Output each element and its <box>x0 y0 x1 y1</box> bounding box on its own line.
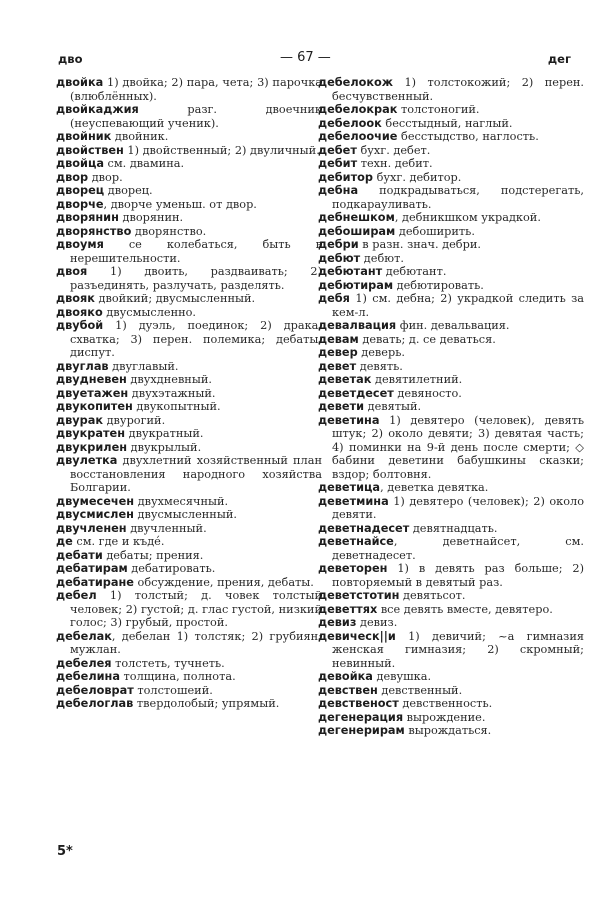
entry-translation: дворец. <box>104 184 153 197</box>
entry-translation: см. двамина. <box>103 157 185 170</box>
entry-translation: бесстыдство, наглость. <box>397 130 539 143</box>
entry-translation: се колебаться, быть в нерешительности. <box>70 238 322 265</box>
entry-headword: деветица <box>318 481 381 494</box>
entry-translation: двухдневный. <box>126 373 212 386</box>
entry-headword: деветстотин <box>318 589 400 602</box>
entry-translation: дворянин. <box>118 211 184 224</box>
dictionary-entry <box>318 589 584 603</box>
entry-headword: деветнадесет <box>318 521 410 535</box>
entry-translation: двукратный. <box>125 427 204 440</box>
entry-headword: девет <box>318 359 357 373</box>
dictionary-entry <box>56 454 322 495</box>
dictionary-entry <box>56 184 322 198</box>
entry-headword: девствен <box>318 683 378 697</box>
entry-translation: фин. девальвация. <box>396 319 510 332</box>
dictionary-entry <box>56 562 322 576</box>
entry-headword: дебелокрак <box>318 103 398 116</box>
running-head-left: дво <box>58 52 83 66</box>
entry-translation: бухг. дебитор. <box>372 170 462 184</box>
entry-headword: двойствен <box>56 143 124 157</box>
entry-headword: дегенерирам <box>318 724 405 737</box>
entry-translation: двукопытный. <box>132 400 221 413</box>
dictionary-entry <box>56 657 322 671</box>
entry-translation: девятый. <box>364 400 422 413</box>
entry-headword: девическ||и <box>318 629 396 643</box>
dictionary-entry <box>318 292 584 319</box>
dictionary-entry <box>56 225 322 239</box>
entry-translation: вырождение. <box>403 710 486 724</box>
entry-headword: дворче <box>56 197 104 211</box>
dictionary-entry <box>56 171 322 185</box>
entry-translation: 1) девятеро (человек), девять штук; 2) около девяти; 3) девятая часть; 4) поминки на 9-й день после смерти; ◇ бабини деветини бабушкины сказки; вздор; болтовня. <box>332 413 584 481</box>
dictionary-entry <box>56 670 322 684</box>
entry-headword: девственост <box>318 697 399 710</box>
dictionary-entry <box>318 184 584 211</box>
entry-headword: дебелак <box>56 629 112 643</box>
entry-headword: девойка <box>318 670 373 683</box>
entry-headword: дебютирам <box>318 278 394 292</box>
entry-translation: девяносто. <box>393 386 462 400</box>
dictionary-entry <box>318 495 584 522</box>
entry-headword: двукопитен <box>56 400 133 413</box>
entry-headword: двойкаджия <box>56 103 139 116</box>
entry-translation: двухлетний хозяйственный план восстановления народного хозяйства Болгарии. <box>70 454 322 494</box>
dictionary-entry <box>56 373 322 387</box>
dictionary-entry <box>318 225 584 239</box>
entry-translation: 1) двоить, раздваивать; 2) разъединять, разлучать, разделять. <box>70 265 322 292</box>
entry-translation: девушка. <box>372 670 432 683</box>
dictionary-entry <box>318 157 584 171</box>
entry-headword: девам <box>318 332 359 346</box>
entry-translation: девственный. <box>377 683 463 697</box>
entry-headword: деветдесет <box>318 386 394 400</box>
entry-translation: 1) см. дебна; 2) украдкой следить за кем-л. <box>332 292 584 319</box>
dictionary-entry <box>318 616 584 630</box>
entry-headword: девер <box>318 346 358 359</box>
dictionary-entry <box>56 144 322 158</box>
entry-headword: двукратен <box>56 427 126 440</box>
entry-translation: двусмысленно. <box>102 305 197 319</box>
entry-headword: дебелина <box>56 670 120 683</box>
entry-headword: двуглав <box>56 359 109 373</box>
entry-translation: дебатировать. <box>127 562 216 575</box>
entry-headword: дебитор <box>318 170 373 184</box>
entry-headword: дебна <box>318 184 359 197</box>
entry-translation: дебютант. <box>382 265 447 278</box>
dictionary-entry <box>56 508 322 522</box>
entry-headword: дебелокож <box>318 76 394 89</box>
entry-translation: девятнадцать. <box>409 521 498 535</box>
entry-translation: двусмысленный. <box>133 508 237 521</box>
entry-headword: деветтях <box>318 602 378 616</box>
entry-headword: дебелоочие <box>318 130 398 143</box>
entry-headword: дебют <box>318 251 361 265</box>
entry-translation: 1) девичий; ~а гимназия женская гимназия; 2) скромный; невинный. <box>332 629 584 670</box>
entry-headword: дебри <box>318 238 359 251</box>
dictionary-entry <box>56 576 322 590</box>
entry-translation: девятьсот. <box>399 589 466 602</box>
entry-translation: девятилетний. <box>371 373 463 386</box>
entry-translation: толщина, полнота. <box>119 670 236 683</box>
dictionary-entry <box>56 414 322 428</box>
dictionary-entry <box>318 670 584 684</box>
entry-headword: девалвация <box>318 319 397 332</box>
entry-translation: , дебелан 1) толстяк; 2) грубиян; мужлан. <box>70 629 322 656</box>
entry-translation: все девять вместе, девятеро. <box>377 602 553 616</box>
entry-headword: дегенерация <box>318 710 404 724</box>
entry-headword: дворянин <box>56 211 119 224</box>
entry-headword: деветорен <box>318 562 388 575</box>
dictionary-entry <box>318 360 584 374</box>
entry-headword: двоумя <box>56 238 104 251</box>
dictionary-entry <box>56 535 322 549</box>
dictionary-entry <box>56 427 322 441</box>
entry-translation: двурогий. <box>103 413 166 427</box>
dictionary-entry <box>318 130 584 144</box>
entry-headword: де <box>56 535 73 548</box>
entry-headword: дебел <box>56 589 97 602</box>
entry-translation: , дворче уменьш. от двор. <box>103 197 257 211</box>
dictionary-entry <box>318 630 584 671</box>
entry-translation: бесстыдный, наглый. <box>381 116 513 130</box>
dictionary-entry <box>318 265 584 279</box>
dictionary-entry <box>56 130 322 144</box>
entry-translation: 1) толстокожий; 2) перен. бесчувственный. <box>332 76 584 103</box>
entry-headword: девиз <box>318 616 357 629</box>
dictionary-entry <box>318 373 584 387</box>
dictionary-entry <box>318 400 584 414</box>
entry-translation: , дебникшком украдкой. <box>394 211 541 224</box>
dictionary-entry <box>318 535 584 562</box>
dictionary-entry <box>318 724 584 738</box>
dictionary-entry <box>56 292 322 306</box>
dictionary-entry <box>56 387 322 401</box>
dictionary-entry <box>56 76 322 103</box>
dictionary-entry <box>318 238 584 252</box>
entry-headword: дворянство <box>56 224 132 238</box>
entry-headword: дебелея <box>56 656 112 670</box>
dictionary-entry <box>318 252 584 266</box>
dictionary-entry <box>56 697 322 711</box>
entry-translation: девственность. <box>398 697 493 710</box>
dictionary-entry <box>56 441 322 455</box>
entry-translation: дворянство. <box>131 224 207 238</box>
dictionary-entry <box>318 684 584 698</box>
dictionary-entry <box>318 171 584 185</box>
entry-headword: двурак <box>56 413 104 427</box>
entry-translation: разг. двоечник (неуспевающий ученик). <box>70 103 322 130</box>
entry-translation: двойкий; двусмысленный. <box>94 292 256 305</box>
entry-translation: девять. <box>356 359 403 373</box>
dictionary-entry <box>318 414 584 482</box>
entry-headword: дебатиране <box>56 575 134 589</box>
entry-translation: см. где и къдé. <box>72 535 165 548</box>
entry-translation: толстошеий. <box>133 683 213 697</box>
entry-translation: 1) толстый; д. човек толстый человек; 2) густой; д. глас густой, низкий голос; 3) грубый, простой. <box>70 589 322 629</box>
left-column <box>56 76 322 711</box>
entry-headword: двулетка <box>56 454 118 467</box>
entry-translation: двукрылый. <box>127 440 202 454</box>
dictionary-entry <box>318 76 584 103</box>
entry-translation: , деветка девятка. <box>380 481 489 494</box>
entry-translation: 1) девятеро (человек); 2) около девяти. <box>332 494 584 521</box>
dictionary-entry <box>56 549 322 563</box>
dictionary-entry <box>318 279 584 293</box>
entry-headword: двойка <box>56 76 104 89</box>
entry-headword: двояко <box>56 305 103 319</box>
entry-headword: дебнешком <box>318 211 395 224</box>
dictionary-entry <box>56 589 322 630</box>
entry-headword: дебет <box>318 143 357 157</box>
entry-translation: 1) двойка; 2) пара, чета; 3) парочка (влюблённых). <box>70 76 322 103</box>
entry-translation: 1) дуэль, поединок; 2) драка, схватка; 3) перен. полемика; дебаты, диспут. <box>70 319 322 359</box>
dictionary-entry <box>56 400 322 414</box>
entry-headword: дебеловрат <box>56 683 134 697</box>
dictionary-entry <box>56 522 322 536</box>
entry-translation: двухмесячный. <box>134 494 229 508</box>
dictionary-entry <box>56 306 322 320</box>
dictionary-entry <box>56 198 322 212</box>
entry-translation: 1) двойственный; 2) двуличный. <box>123 143 320 157</box>
dictionary-entry <box>318 117 584 131</box>
right-column <box>318 76 584 738</box>
entry-headword: дебютант <box>318 265 383 278</box>
entry-headword: дебати <box>56 548 103 562</box>
entry-headword: деветнайсе <box>318 535 394 548</box>
entry-translation: двучленный. <box>126 521 207 535</box>
entry-headword: дворец <box>56 184 105 197</box>
entry-headword: дебоширам <box>318 224 396 238</box>
entry-headword: дебелоглав <box>56 697 134 710</box>
entry-translation: дебаты; прения. <box>102 548 204 562</box>
entry-translation: техн. дебит. <box>357 157 433 170</box>
dictionary-entry <box>56 360 322 374</box>
entry-translation: деверь. <box>357 346 405 359</box>
entry-headword: дебелоок <box>318 116 382 130</box>
entry-translation: толстеть, тучнеть. <box>111 656 225 670</box>
entry-headword: двукрилен <box>56 440 128 454</box>
entry-headword: двусмислен <box>56 508 134 521</box>
dictionary-entry <box>318 103 584 117</box>
dictionary-entry <box>56 238 322 265</box>
dictionary-entry <box>318 697 584 711</box>
entry-headword: дебит <box>318 157 358 170</box>
dictionary-entry <box>56 495 322 509</box>
entry-headword: деветина <box>318 413 380 427</box>
entry-headword: дебатирам <box>56 562 128 575</box>
dictionary-entry <box>56 630 322 657</box>
entry-translation: обсуждение, прения, дебаты. <box>133 575 314 589</box>
dictionary-entry <box>318 711 584 725</box>
dictionary-entry <box>56 211 322 225</box>
entry-translation: подкрадываться, подстерегать, подкарауливать. <box>332 184 584 211</box>
dictionary-entry <box>318 387 584 401</box>
dictionary-entry <box>318 603 584 617</box>
dictionary-entry <box>318 481 584 495</box>
entry-headword: деветак <box>318 373 372 386</box>
entry-translation: , деветнайсет, см. деветнадесет. <box>332 535 584 562</box>
entry-headword: девети <box>318 400 365 413</box>
entry-translation: девать; д. се деваться. <box>358 332 496 346</box>
entry-translation: дебют. <box>360 251 404 265</box>
entry-headword: двубой <box>56 319 104 332</box>
entry-translation: двойник. <box>111 130 169 143</box>
running-head-right: дег <box>547 52 571 66</box>
entry-translation: толстоногий. <box>397 103 480 116</box>
entry-translation: вырождаться. <box>404 724 492 737</box>
entry-translation: бухг. дебет. <box>356 143 431 157</box>
dictionary-entry <box>318 562 584 589</box>
entry-translation: девиз. <box>356 616 398 629</box>
entry-translation: твердолобый; упрямый. <box>133 697 280 710</box>
entry-translation: дебютировать. <box>393 278 484 292</box>
entry-translation: дебоширить. <box>395 224 475 238</box>
entry-headword: двояк <box>56 292 95 305</box>
dictionary-entry <box>318 333 584 347</box>
entry-headword: двуетажен <box>56 386 129 400</box>
entry-headword: деветмина <box>318 494 389 508</box>
dictionary-entry <box>318 211 584 225</box>
dictionary-entry <box>318 319 584 333</box>
dictionary-entry <box>318 144 584 158</box>
dictionary-entry <box>318 522 584 536</box>
entry-headword: двудневен <box>56 373 127 386</box>
dictionary-entry <box>56 265 322 292</box>
entry-translation: в разн. знач. дебри. <box>358 238 481 251</box>
entry-translation: двор. <box>88 170 123 184</box>
entry-headword: двойник <box>56 130 112 143</box>
entry-headword: двучленен <box>56 521 127 535</box>
entry-translation: двуглавый. <box>108 359 179 373</box>
entry-headword: двоя <box>56 265 88 278</box>
dictionary-entry <box>56 684 322 698</box>
dictionary-entry <box>56 103 322 130</box>
dictionary-entry <box>318 346 584 360</box>
entry-headword: дебя <box>318 292 350 305</box>
entry-translation: двухэтажный. <box>128 386 216 400</box>
entry-headword: двойца <box>56 157 104 170</box>
page-number: — 67 — <box>280 50 331 65</box>
dictionary-entry <box>56 157 322 171</box>
entry-headword: двумесечен <box>56 494 135 508</box>
dictionary-entry <box>56 319 322 360</box>
signature-mark: 5* <box>57 844 73 859</box>
entry-headword: двор <box>56 170 89 184</box>
entry-translation: 1) в девять раз больше; 2) повторяемый в девятый раз. <box>332 562 584 589</box>
